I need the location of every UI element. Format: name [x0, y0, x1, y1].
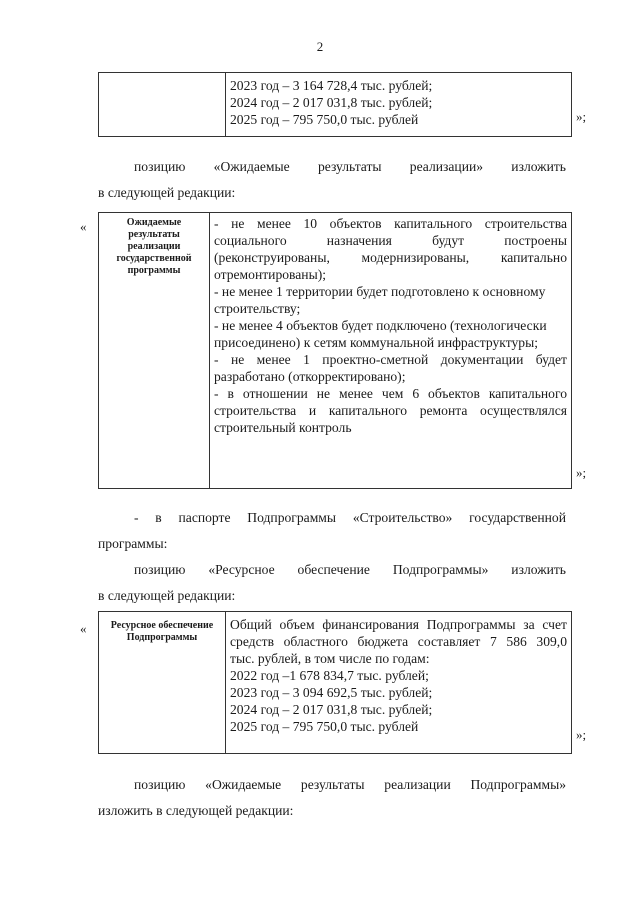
paragraph-line: в следующей редакции:: [98, 588, 236, 603]
paragraph-expected-results: [98, 158, 566, 201]
paragraph-subprogram-passport: [98, 509, 566, 552]
resource-provision-table: [98, 611, 572, 754]
text-line: - не менее 4 объектов будет подключено (технологически: [214, 318, 547, 333]
paragraph-line: в следующей редакции:: [98, 185, 236, 200]
text-line: присоединено) к сетям коммунальной инфраструктуры;: [214, 335, 538, 350]
text-line: - не менее 10 объектов капитального строительства: [214, 216, 567, 231]
opening-quote: «: [80, 219, 87, 234]
opening-quote: «: [80, 621, 87, 636]
value-cell: [226, 73, 572, 137]
text-line: строительству;: [214, 301, 301, 316]
text-line: 2024 год – 2 017 031,8 тыс. рублей;: [230, 702, 433, 717]
text-line: 2022 год –1 678 834,7 тыс. рублей;: [230, 668, 429, 683]
page-number: 2: [316, 39, 324, 54]
label-cell: [99, 73, 226, 137]
text-line: средств областного бюджета составляет 7 586 309,0: [230, 634, 567, 649]
paragraph-subprogram-expected-results: [98, 776, 566, 819]
text-line: 2025 год – 795 750,0 тыс. рублей: [230, 112, 419, 127]
text-line: разработано (откорректировано);: [214, 369, 406, 384]
paragraph-line: изложить в следующей редакции:: [98, 803, 294, 818]
text-line: 2024 год – 2 017 031,8 тыс. рублей;: [230, 95, 433, 110]
text-line: (реконструированы, модернизированы, капитально: [214, 250, 567, 265]
text-line: 2023 год – 3 094 692,5 тыс. рублей;: [230, 685, 433, 700]
paragraph-resource-provision: [98, 561, 566, 604]
closing-quote: »;: [576, 727, 587, 742]
resource-provision-label: Ресурсное обеспечение Подпрограммы: [99, 612, 226, 754]
text-line: строительства и капитального ремонта осуществлялся: [214, 403, 567, 418]
expected-results-table: [98, 212, 572, 489]
expected-results-label: Ожидаемые результаты реализации государственной программы: [99, 213, 210, 489]
paragraph-line: позицию «Ресурсное обеспечение Подпрограммы» изложить: [134, 562, 566, 577]
text-line: - не менее 1 территории будет подготовлено к основному: [214, 284, 546, 299]
text-line: 2025 год – 795 750,0 тыс. рублей: [230, 719, 419, 734]
text-line: социального назначения будут построены: [214, 233, 567, 248]
closing-quote: »;: [576, 465, 587, 480]
paragraph-line: позицию «Ожидаемые результаты реализации» изложить: [134, 159, 566, 174]
paragraph-line: - в паспорте Подпрограммы «Строительство» государственной: [134, 510, 566, 525]
text-line: строительный контроль: [214, 420, 352, 435]
text-line: - не менее 1 проектно-сметной документации будет: [214, 352, 567, 367]
text-line: 2023 год – 3 164 728,4 тыс. рублей;: [230, 78, 433, 93]
resource-provision-value: [226, 612, 572, 754]
text-line: отремонтированы);: [214, 267, 327, 282]
expected-results-value: [210, 213, 572, 489]
funding-table-continued: [98, 72, 572, 137]
text-line: тыс. рублей, в том числе по годам:: [230, 651, 430, 666]
paragraph-line: позицию «Ожидаемые результаты реализации Подпрограммы»: [134, 777, 566, 792]
text-line: Общий объем финансирования Подпрограммы за счет: [230, 617, 567, 632]
text-line: - в отношении не менее чем 6 объектов капитального: [214, 386, 567, 401]
closing-quote: »;: [576, 109, 587, 124]
paragraph-line: программы:: [98, 536, 168, 551]
